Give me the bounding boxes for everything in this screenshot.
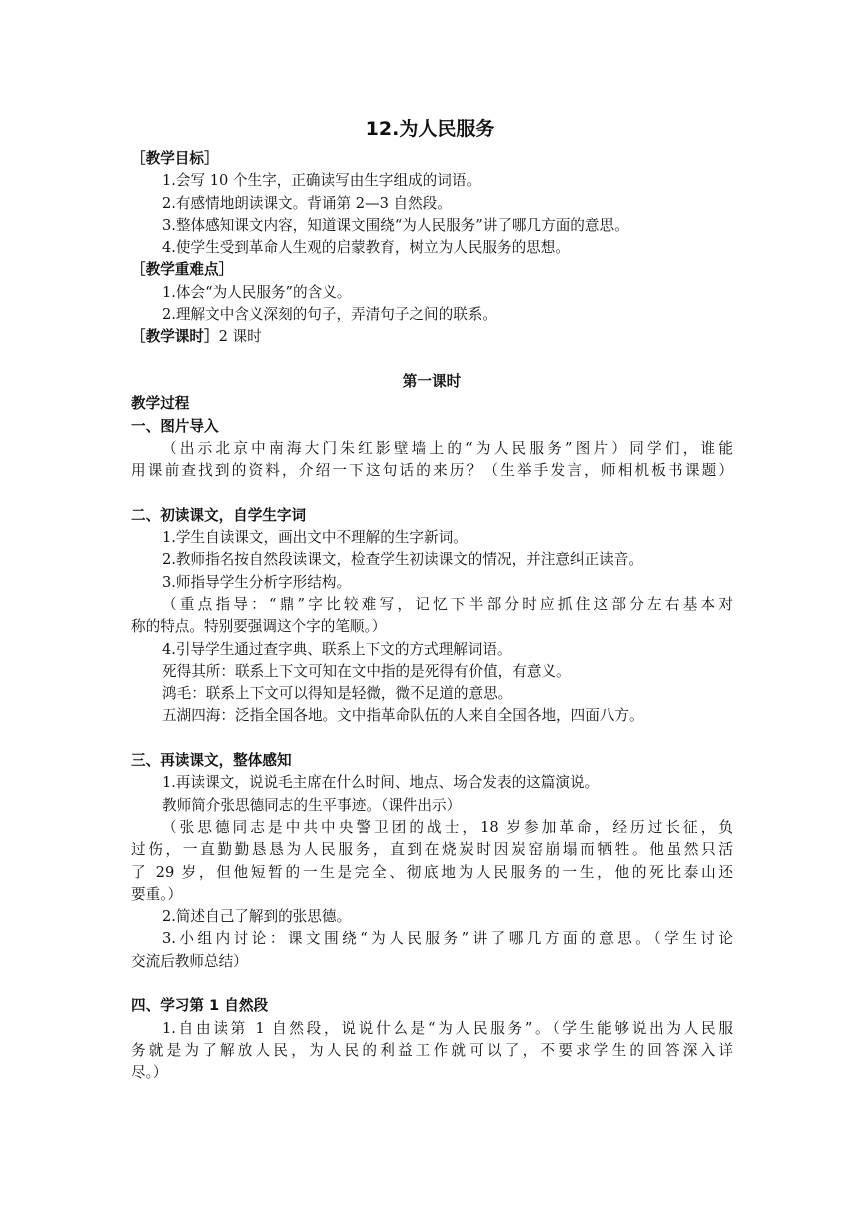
key-points-heading: ［教学重难点］ <box>131 261 234 279</box>
objective-item: 3.整体感知课文内容，知道课文围绕“为人民服务”讲了哪几方面的意思。 <box>162 216 629 234</box>
class-hours <box>131 326 733 348</box>
section2-item: 1.学生自读课文，画出文中不理解的生字新词。 <box>162 529 468 547</box>
document-body <box>131 148 733 1084</box>
section3-bio: 了 29 岁，但他短暂的一生是完全、彻底地为人民服务的一生，他的死比泰山还 <box>131 863 733 881</box>
section2-note: （重点指导：“鼎”字比较难写，记忆下半部分时应抓住这部分左右基本对 <box>162 595 733 613</box>
objective-item: 4.使学生受到革命人生观的启蒙教育，树立为人民服务的思想。 <box>162 239 570 257</box>
lesson-title: 第一课时 <box>402 372 462 390</box>
section4-text: 尽。） <box>131 1064 168 1082</box>
key-point-item: 2.理解文中含义深刻的句子，弄清句子之间的联系。 <box>162 306 497 324</box>
class-hours-heading: ［教学课时］ <box>131 328 219 346</box>
objective-item: 1.会写 10 个生字，正确读写由生字组成的词语。 <box>162 172 482 190</box>
section2-heading: 二、初读课文，自学生字词 <box>131 506 307 524</box>
section3-item: 交流后教师总结） <box>131 952 248 970</box>
word-definition: 五湖四海：泛指全国各地。文中指革命队伍的人来自全国各地，四面八方。 <box>162 707 644 725</box>
section2-note: 称的特点。特别要强调这个字的笔顺。） <box>131 618 387 636</box>
section3-bio: 过伤，一直勤勤恳恳为人民服务，直到在烧炭时因炭窑崩塌而牺牲。他虽然只活 <box>131 841 733 859</box>
section1-text: 用课前查找到的资料，介绍一下这句话的来历？（生举手发言，师相机板书课题） <box>131 462 733 480</box>
section4-text: 1.自由读第 1 自然段，说说什么是“为人民服务”。（学生能够说出为人民服 <box>162 1019 733 1037</box>
key-point-item: 1.体会“为人民服务”的含义。 <box>162 283 352 301</box>
section3-intro: 教师简介张思德同志的生平事迹。（课件出示） <box>162 796 462 814</box>
section2-item: 2.教师指名按自然段读课文，检查学生初读课文的情况，并注意纠正读音。 <box>162 551 643 569</box>
word-definition: 鸿毛：联系上下文可以得知是轻微，微不足道的意思。 <box>162 685 513 703</box>
section2-item: 3.师指导学生分析字形结构。 <box>162 573 352 591</box>
section4-heading: 四、学习第 1 自然段 <box>131 997 269 1015</box>
objective-item: 2.有感情地朗读课文。背诵第 2—3 自然段。 <box>162 194 452 212</box>
process-heading: 教学过程 <box>131 395 190 413</box>
section1-text: （出示北京中南海大门朱红影壁墙上的“为人民服务”图片）同学们，谁能 <box>162 439 733 457</box>
objectives-heading: ［教学目标］ <box>131 150 219 167</box>
section1-heading: 一、图片导入 <box>131 417 219 435</box>
section3-heading: 三、再读课文，整体感知 <box>131 752 292 770</box>
class-hours-value: 2 课时 <box>218 328 262 346</box>
section3-bio: （张思德同志是中共中央警卫团的战士，18 岁参加革命，经历过长征，负 <box>162 818 733 836</box>
section3-item: 2.简述自己了解到的张思德。 <box>162 908 352 926</box>
word-definition: 死得其所：联系上下文可知在文中指的是死得有价值，有意义。 <box>162 662 571 680</box>
section3-item: 1.再读课文，说说毛主席在什么时间、地点、场合发表的这篇演说。 <box>162 774 600 792</box>
section3-item: 3.小组内讨论：课文围绕“为人民服务”讲了哪几方面的意思。（学生讨论 <box>162 930 733 948</box>
section2-item: 4.引导学生通过查字典、联系上下文的方式理解词语。 <box>162 640 512 658</box>
document-title: 12.为人民服务 <box>365 118 495 140</box>
section3-bio: 要重。） <box>131 885 183 903</box>
section4-text: 务就是为了解放人民，为人民的利益工作就可以了，不要求学生的回答深入详 <box>131 1041 733 1059</box>
